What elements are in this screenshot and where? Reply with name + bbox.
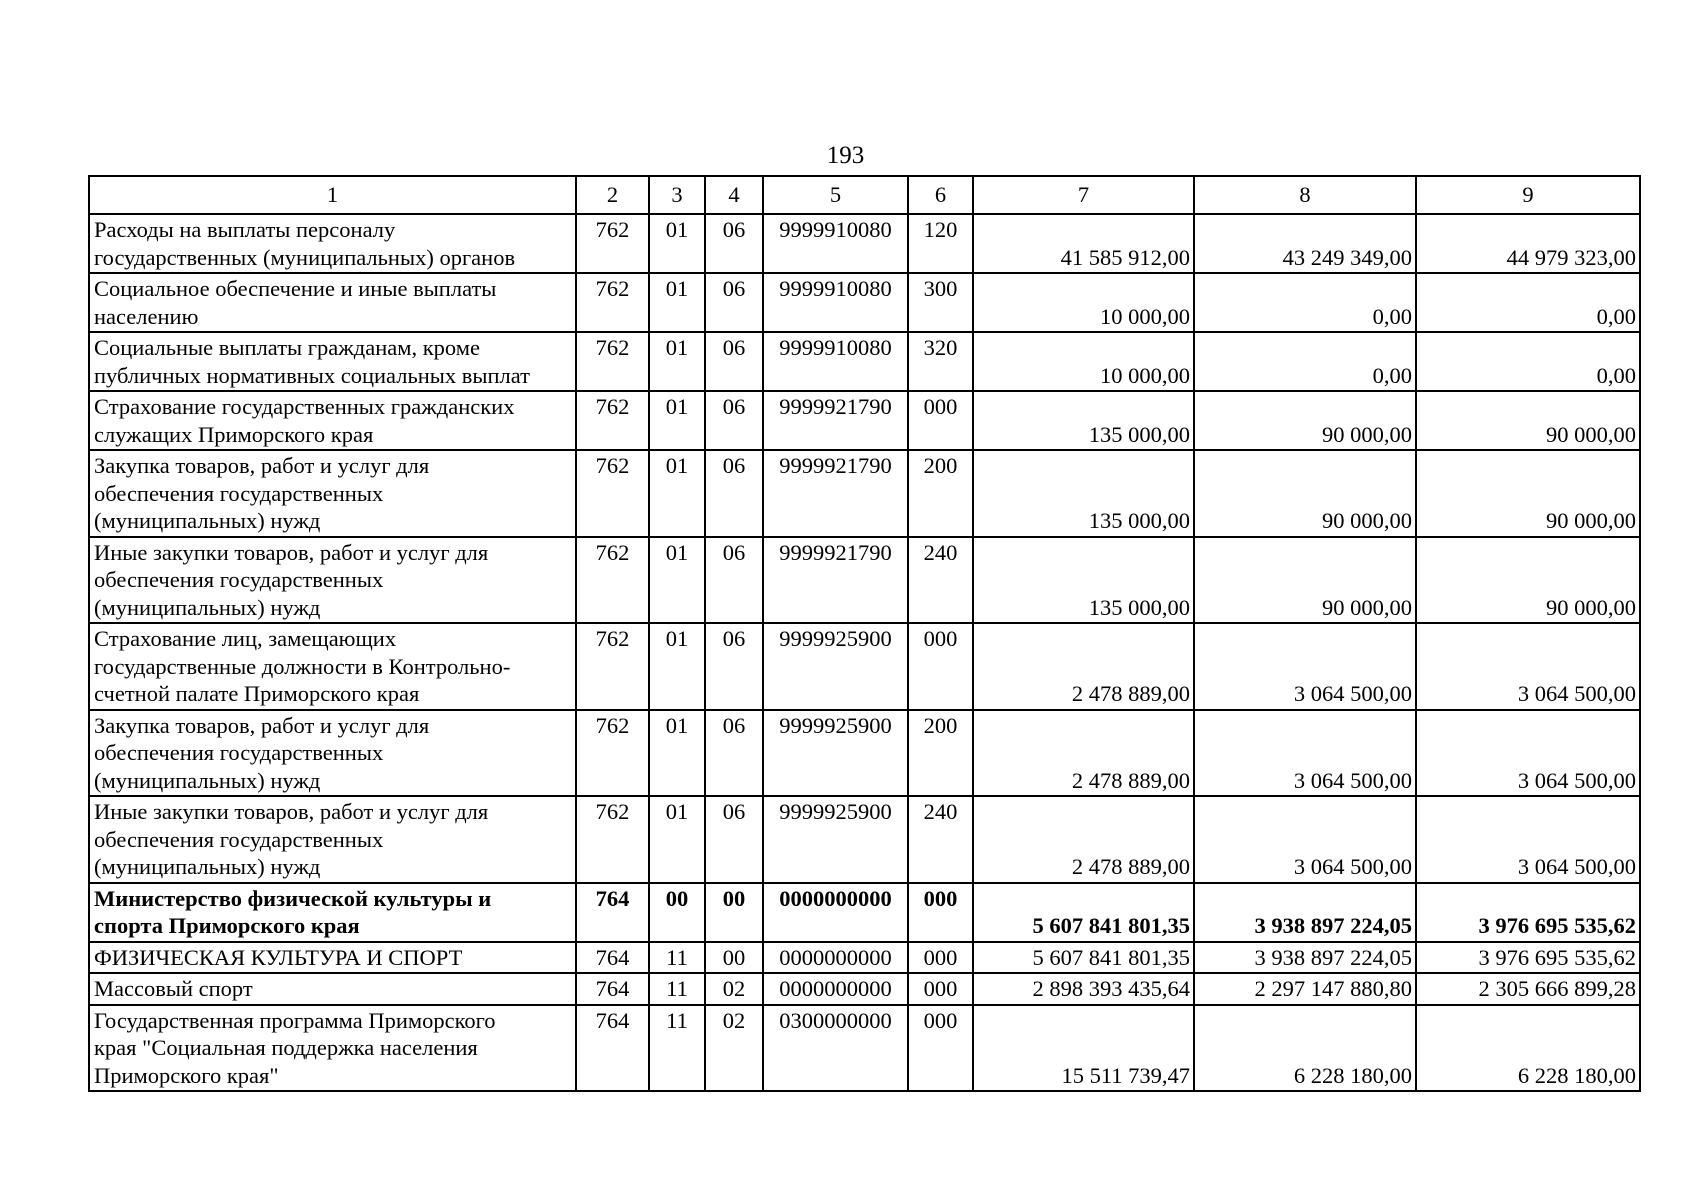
amount-cell: 6 228 180,00 [1416, 1005, 1640, 1092]
expense-type-cell: 240 [908, 796, 973, 883]
amount-cell: 90 000,00 [1194, 537, 1416, 624]
section-cell: 01 [649, 332, 705, 391]
row-name-cell: Иные закупки товаров, работ и услуг для обеспечения государственных (муниципальных) нужд [89, 537, 576, 624]
target-article-cell: 9999910080 [763, 332, 908, 391]
code-cell: 764 [576, 973, 649, 1005]
expense-type-cell: 320 [908, 332, 973, 391]
expense-type-cell: 000 [908, 1005, 973, 1092]
amount-cell: 90 000,00 [1416, 537, 1640, 624]
amount-cell: 90 000,00 [1194, 450, 1416, 537]
row-name-cell: Закупка товаров, работ и услуг для обеспечения государственных (муниципальных) нужд [89, 710, 576, 797]
row-name-cell: Расходы на выплаты персоналу государственных (муниципальных) органов [89, 214, 576, 273]
budget-table [88, 175, 1641, 1092]
column-header: 8 [1194, 176, 1416, 214]
column-header: 1 [89, 176, 576, 214]
amount-cell: 44 979 323,00 [1416, 214, 1640, 273]
amount-cell: 5 607 841 801,35 [973, 883, 1194, 942]
section-cell: 11 [649, 1005, 705, 1092]
expense-type-cell: 300 [908, 273, 973, 332]
row-name-cell: Социальные выплаты гражданам, кроме публичных нормативных социальных выплат [89, 332, 576, 391]
row-name-cell: Иные закупки товаров, работ и услуг для обеспечения государственных (муниципальных) нужд [89, 796, 576, 883]
target-article-cell: 9999925900 [763, 710, 908, 797]
code-cell: 762 [576, 273, 649, 332]
amount-cell: 2 305 666 899,28 [1416, 973, 1640, 1005]
amount-cell: 3 064 500,00 [1194, 623, 1416, 710]
section-cell: 01 [649, 214, 705, 273]
column-header: 5 [763, 176, 908, 214]
amount-cell: 0,00 [1416, 273, 1640, 332]
amount-cell: 5 607 841 801,35 [973, 942, 1194, 974]
expense-type-cell: 240 [908, 537, 973, 624]
amount-cell: 3 976 695 535,62 [1416, 942, 1640, 974]
amount-cell: 0,00 [1416, 332, 1640, 391]
amount-cell: 41 585 912,00 [973, 214, 1194, 273]
section-cell: 01 [649, 450, 705, 537]
section-cell: 01 [649, 710, 705, 797]
expense-type-cell: 120 [908, 214, 973, 273]
row-name-cell: Страхование лиц, замещающих государственные должности в Контрольно- счетной палате Приморского края [89, 623, 576, 710]
subsection-cell: 06 [705, 450, 763, 537]
table-row [89, 273, 1640, 332]
table-row [89, 883, 1640, 942]
column-header: 4 [705, 176, 763, 214]
table-row [89, 391, 1640, 450]
amount-cell: 3 938 897 224,05 [1194, 883, 1416, 942]
amount-cell: 3 064 500,00 [1416, 710, 1640, 797]
table-row [89, 1005, 1640, 1092]
amount-cell: 0,00 [1194, 273, 1416, 332]
column-header: 7 [973, 176, 1194, 214]
target-article-cell: 9999925900 [763, 623, 908, 710]
code-cell: 762 [576, 537, 649, 624]
amount-cell: 43 249 349,00 [1194, 214, 1416, 273]
code-cell: 762 [576, 332, 649, 391]
subsection-cell: 06 [705, 710, 763, 797]
row-name-cell: Министерство физической культуры и спорта Приморского края [89, 883, 576, 942]
row-name-cell: Массовый спорт [89, 973, 576, 1005]
amount-cell: 135 000,00 [973, 391, 1194, 450]
table-row [89, 942, 1640, 974]
target-article-cell: 9999910080 [763, 214, 908, 273]
target-article-cell: 0000000000 [763, 973, 908, 1005]
code-cell: 762 [576, 710, 649, 797]
column-header: 2 [576, 176, 649, 214]
amount-cell: 90 000,00 [1416, 391, 1640, 450]
code-cell: 762 [576, 214, 649, 273]
amount-cell: 3 064 500,00 [1194, 710, 1416, 797]
expense-type-cell: 200 [908, 450, 973, 537]
code-cell: 762 [576, 623, 649, 710]
target-article-cell: 9999921790 [763, 537, 908, 624]
target-article-cell: 9999910080 [763, 273, 908, 332]
expense-type-cell: 200 [908, 710, 973, 797]
table-row [89, 537, 1640, 624]
section-cell: 11 [649, 973, 705, 1005]
expense-type-cell: 000 [908, 973, 973, 1005]
table-row [89, 332, 1640, 391]
subsection-cell: 06 [705, 273, 763, 332]
column-header: 6 [908, 176, 973, 214]
target-article-cell: 9999921790 [763, 391, 908, 450]
section-cell: 01 [649, 273, 705, 332]
subsection-cell: 06 [705, 623, 763, 710]
table-row [89, 623, 1640, 710]
table-row [89, 214, 1640, 273]
code-cell: 764 [576, 942, 649, 974]
section-cell: 00 [649, 883, 705, 942]
target-article-cell: 9999925900 [763, 796, 908, 883]
amount-cell: 6 228 180,00 [1194, 1005, 1416, 1092]
code-cell: 764 [576, 1005, 649, 1092]
subsection-cell: 06 [705, 796, 763, 883]
expense-type-cell: 000 [908, 942, 973, 974]
table-row [89, 450, 1640, 537]
amount-cell: 3 976 695 535,62 [1416, 883, 1640, 942]
target-article-cell: 0000000000 [763, 883, 908, 942]
code-cell: 762 [576, 450, 649, 537]
code-cell: 764 [576, 883, 649, 942]
subsection-cell: 02 [705, 1005, 763, 1092]
subsection-cell: 06 [705, 214, 763, 273]
subsection-cell: 00 [705, 942, 763, 974]
amount-cell: 2 478 889,00 [973, 796, 1194, 883]
table-header-row [89, 176, 1640, 214]
row-name-cell: Государственная программа Приморского края "Социальная поддержка населения Приморского края" [89, 1005, 576, 1092]
expense-type-cell: 000 [908, 623, 973, 710]
section-cell: 01 [649, 623, 705, 710]
section-cell: 01 [649, 796, 705, 883]
subsection-cell: 02 [705, 973, 763, 1005]
amount-cell: 2 478 889,00 [973, 710, 1194, 797]
subsection-cell: 00 [705, 883, 763, 942]
amount-cell: 90 000,00 [1416, 450, 1640, 537]
page-number: 193 [826, 142, 865, 169]
column-header: 9 [1416, 176, 1640, 214]
amount-cell: 90 000,00 [1194, 391, 1416, 450]
amount-cell: 3 064 500,00 [1416, 623, 1640, 710]
target-article-cell: 9999921790 [763, 450, 908, 537]
amount-cell: 0,00 [1194, 332, 1416, 391]
subsection-cell: 06 [705, 332, 763, 391]
amount-cell: 135 000,00 [973, 450, 1194, 537]
target-article-cell: 0300000000 [763, 1005, 908, 1092]
table-row [89, 796, 1640, 883]
row-name-cell: Страхование государственных гражданских служащих Приморского края [89, 391, 576, 450]
section-cell: 11 [649, 942, 705, 974]
code-cell: 762 [576, 796, 649, 883]
table-row [89, 973, 1640, 1005]
amount-cell: 15 511 739,47 [973, 1005, 1194, 1092]
expense-type-cell: 000 [908, 391, 973, 450]
amount-cell: 2 478 889,00 [973, 623, 1194, 710]
row-name-cell: ФИЗИЧЕСКАЯ КУЛЬТУРА И СПОРТ [89, 942, 576, 974]
subsection-cell: 06 [705, 537, 763, 624]
target-article-cell: 0000000000 [763, 942, 908, 974]
column-header: 3 [649, 176, 705, 214]
amount-cell: 10 000,00 [973, 332, 1194, 391]
section-cell: 01 [649, 537, 705, 624]
amount-cell: 3 938 897 224,05 [1194, 942, 1416, 974]
subsection-cell: 06 [705, 391, 763, 450]
amount-cell: 3 064 500,00 [1194, 796, 1416, 883]
row-name-cell: Закупка товаров, работ и услуг для обеспечения государственных (муниципальных) нужд [89, 450, 576, 537]
amount-cell: 10 000,00 [973, 273, 1194, 332]
amount-cell: 2 898 393 435,64 [973, 973, 1194, 1005]
table-row [89, 710, 1640, 797]
amount-cell: 3 064 500,00 [1416, 796, 1640, 883]
code-cell: 762 [576, 391, 649, 450]
amount-cell: 135 000,00 [973, 537, 1194, 624]
amount-cell: 2 297 147 880,80 [1194, 973, 1416, 1005]
expense-type-cell: 000 [908, 883, 973, 942]
row-name-cell: Социальное обеспечение и иные выплаты населению [89, 273, 576, 332]
section-cell: 01 [649, 391, 705, 450]
